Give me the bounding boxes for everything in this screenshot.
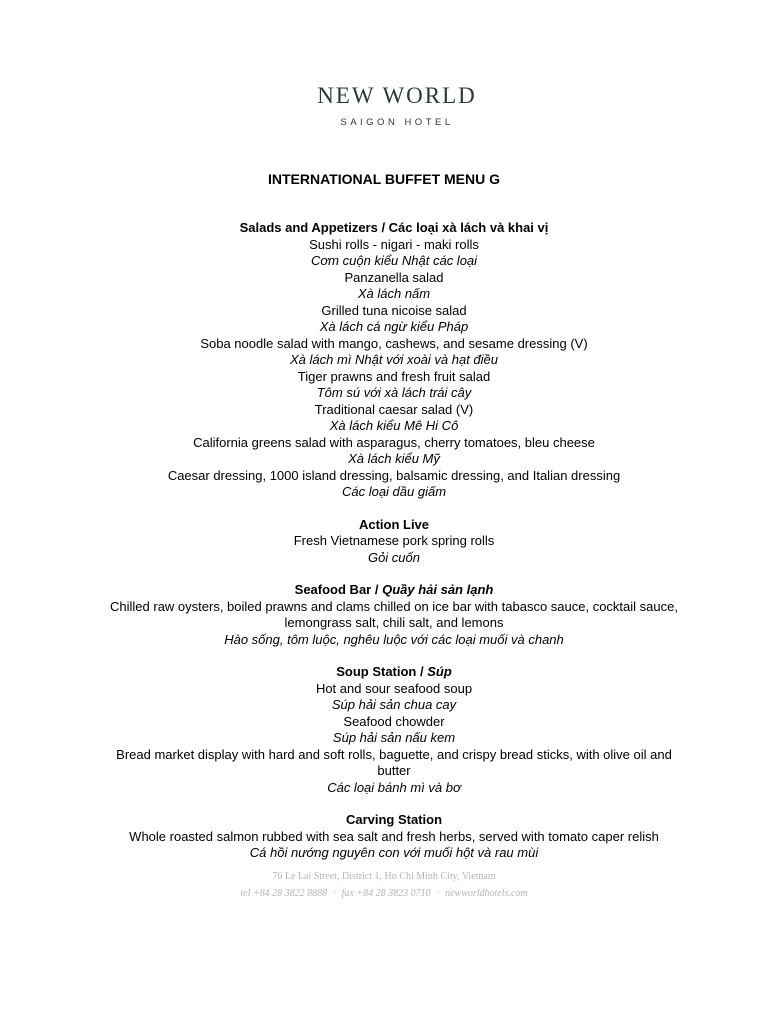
section-heading-vietnamese: Quầy hải sản lạnh (382, 582, 494, 597)
section-heading-text: Seafood Bar / (294, 582, 383, 597)
page-footer (0, 868, 768, 902)
hotel-logo (303, 80, 491, 132)
menu-item: Tiger prawns and fresh fruit salad (297, 368, 491, 384)
menu-item-vietnamese: Cá hồi nướng nguyên con với muối hột và rau mùi (249, 845, 539, 860)
menu-content (100, 220, 688, 878)
section-heading-text: Soup Station / (336, 664, 428, 679)
menu-item-vietnamese: Xà lách kiểu Mê Hi Cô (329, 418, 459, 433)
menu-item: California greens salad with asparagus, cherry tomatoes, bleu cheese (193, 434, 595, 450)
menu-item-vietnamese: Xà lách nấm (357, 286, 431, 301)
menu-section (100, 517, 688, 567)
menu-item: Hot and sour seafood soup (315, 680, 473, 696)
footer-address: 76 Le Lai Street, District 1, Ho Chi Minh City, Vietnam (272, 871, 496, 882)
section-heading (100, 582, 688, 599)
menu-section (100, 582, 688, 648)
footer-tel: tel +84 28 3822 8888 (240, 888, 328, 899)
footer-web: newworldhotels.com (445, 888, 528, 899)
section-heading-text: Action Live (358, 516, 430, 532)
section-heading (100, 664, 688, 681)
menu-item: Caesar dressing, 1000 island dressing, balsamic dressing, and Italian dressing (167, 467, 621, 483)
menu-section (100, 220, 688, 501)
section-heading-text: Salads and Appetizers / Các loại xà lách và khai vị (239, 220, 549, 235)
menu-item-vietnamese: Súp hải sản nấu kem (332, 730, 456, 745)
menu-item-vietnamese: Xà lách mì Nhật với xoài và hạt điều (289, 352, 499, 367)
menu-item-vietnamese: Cơm cuộn kiểu Nhật các loại (310, 253, 478, 268)
menu-title: INTERNATIONAL BUFFET MENU G (267, 171, 501, 187)
menu-item-vietnamese: Gỏi cuốn (367, 549, 421, 565)
menu-item: Bread market display with hard and soft rolls, baguette, and crispy bread sticks, with olive oil and butter (116, 746, 672, 778)
menu-section (100, 812, 688, 862)
section-heading-vietnamese: Súp (427, 664, 452, 679)
logo-sub-text: SAIGON HOTEL (340, 117, 454, 128)
menu-item: Grilled tuna nicoise salad (321, 302, 467, 318)
menu-item: Panzanella salad (344, 269, 444, 285)
menu-item-vietnamese: Hào sống, tôm luộc, nghêu luộc với các loại muối và chanh (224, 631, 564, 647)
menu-item: Whole roasted salmon rubbed with sea salt and fresh herbs, served with tomato caper relish (129, 828, 659, 844)
footer-contact: tel +84 28 3822 8888 · fax +84 28 3823 0710 · newworldhotels.com (240, 888, 528, 899)
section-heading (100, 517, 688, 534)
menu-item-vietnamese: Xà lách kiểu Mỹ (348, 451, 440, 466)
menu-item-vietnamese: Các loại bánh mì và bơ (327, 779, 461, 795)
menu-section (100, 664, 688, 796)
menu-item-vietnamese: Súp hải sản chua cay (331, 697, 457, 712)
menu-item: Fresh Vietnamese pork spring rolls (293, 533, 495, 548)
menu-item: Soba noodle salad with mango, cashews, and sesame dressing (V) (200, 335, 588, 351)
section-heading (100, 220, 688, 237)
footer-fax: fax +84 28 3823 0710 (341, 888, 431, 899)
menu-item: Chilled raw oysters, boiled prawns and clams chilled on ice bar with tabasco sauce, cocktail sauce, lemongrass salt, chili salt, and lemons (110, 598, 678, 630)
logo-main-text: NEW WORLD (317, 83, 477, 108)
section-heading-text: Carving Station (345, 812, 443, 827)
section-heading (100, 812, 688, 829)
menu-item: Traditional caesar salad (V) (314, 401, 474, 417)
menu-item-vietnamese: Các loại dầu giấm (341, 484, 447, 499)
menu-item-vietnamese: Xà lách cá ngừ kiểu Pháp (319, 319, 469, 334)
menu-item: Seafood chowder (343, 713, 445, 729)
menu-item-vietnamese: Tôm sú với xà lách trái cây (316, 385, 472, 400)
menu-item: Sushi rolls - nigari - maki rolls (309, 236, 479, 252)
